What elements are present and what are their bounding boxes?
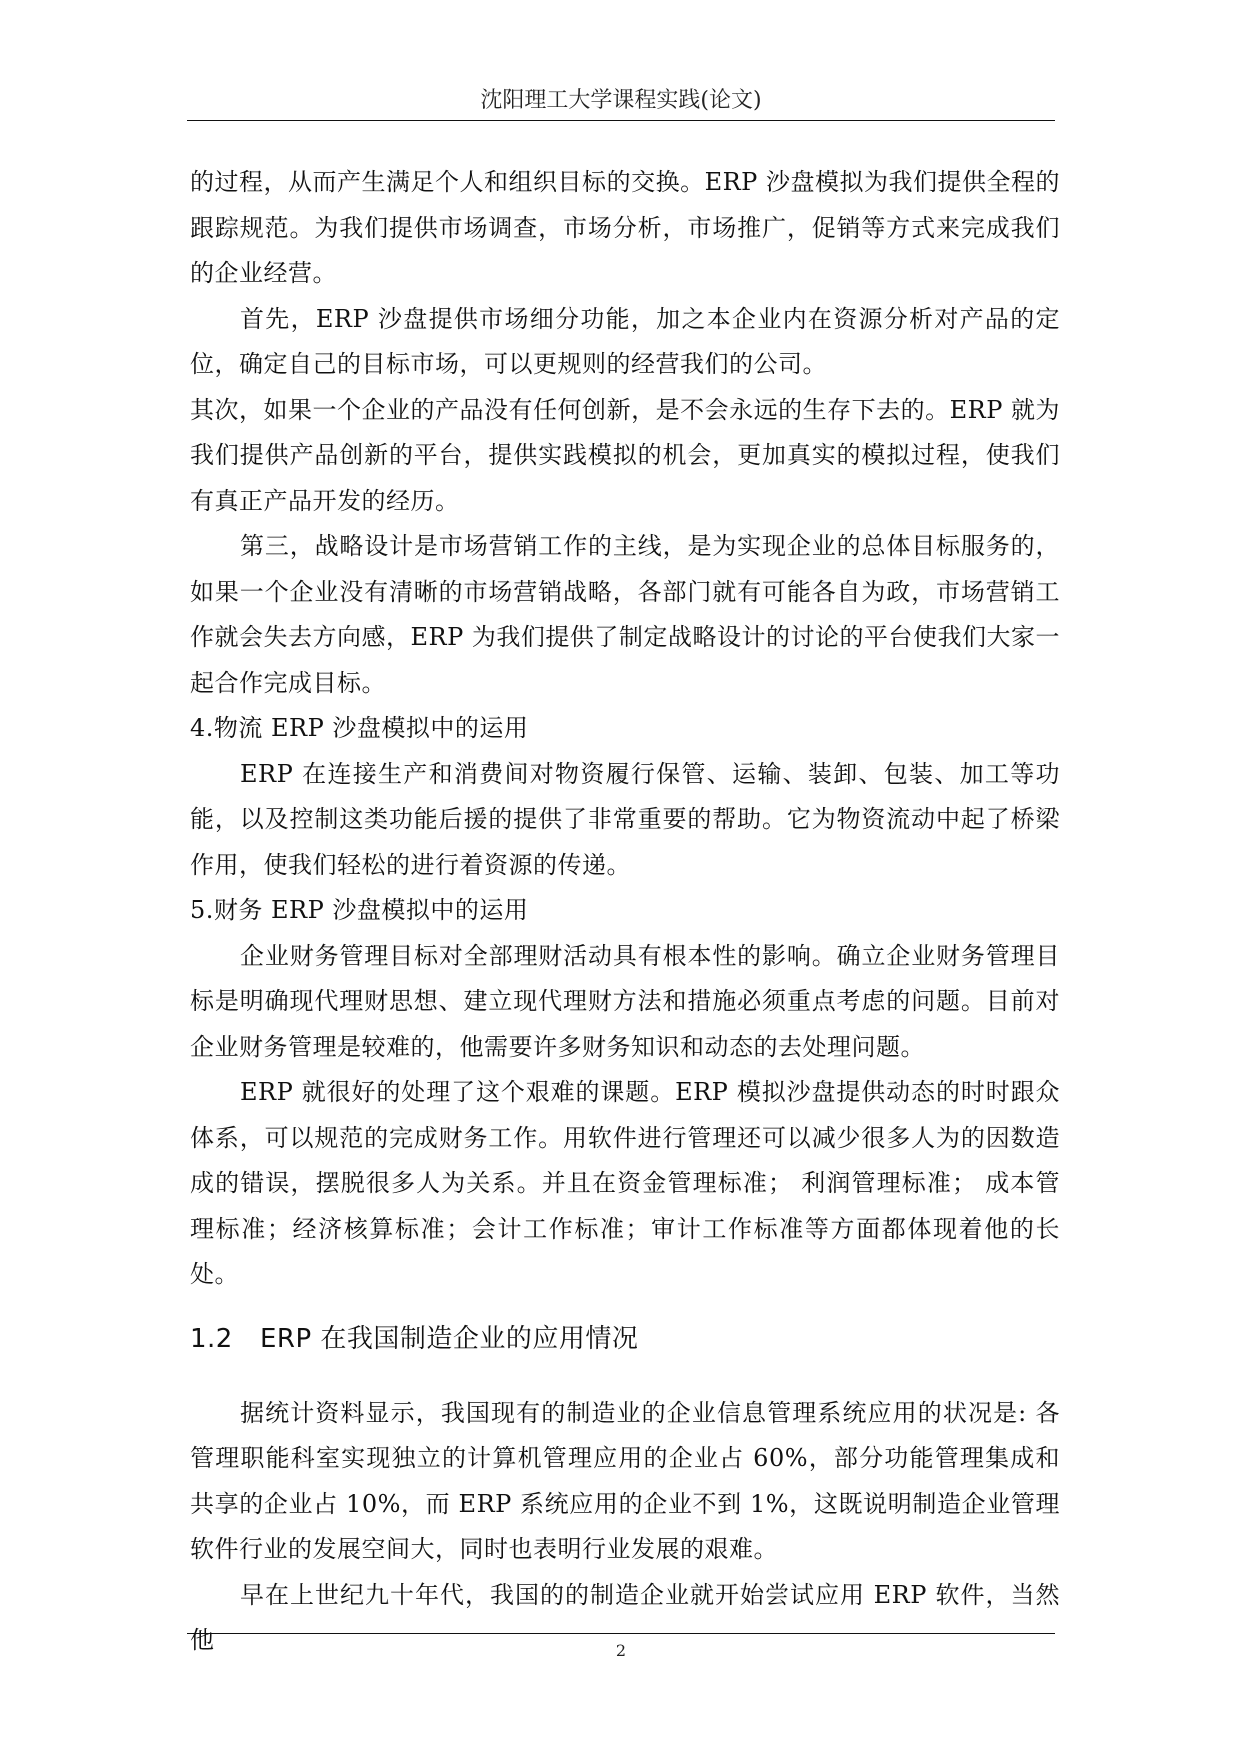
- running-header: 沈阳理工大学课程实践(论文): [480, 88, 762, 113]
- paragraph: 的过程，从而产生满足个人和组织目标的交换。ERP 沙盘模拟为我们提供全程的跟踪规范。为我们提供市场调查，市场分析，市场推广，促销等方式来完成我们的企业经营。: [190, 168, 1060, 287]
- paragraph: 首先，ERP 沙盘提供市场细分功能，加之本企业内在资源分析对产品的定位，确定自己的目标市场，可以更规则的经营我们的公司。: [190, 304, 1060, 378]
- paragraph: 其次，如果一个企业的产品没有任何创新，是不会永远的生存下去的。ERP 就为我们提供产品创新的平台，提供实践模拟的机会，更加真实的模拟过程，使我们有真正产品开发的经历。: [190, 395, 1060, 515]
- paragraph: 第三，战略设计是市场营销工作的主线，是为实现企业的总体目标服务的，如果一个企业没有清晰的市场营销战略，各部门就有可能各自为政，市场营销工作就会失去方向感，ERP 为我们提供了制定战略设计的讨论的平台使我们大家一起合作完成目标。: [190, 532, 1060, 697]
- section-title-text: ERP 在我国制造企业的应用情况: [260, 1323, 639, 1354]
- paragraph: 企业财务管理目标对全部理财活动具有根本性的影响。确立企业财务管理目标是明确现代理财思想、建立现代理财方法和措施必须重点考虑的问题。目前对企业财务管理是较难的，他需要许多财务知识和动态的去处理问题。: [190, 941, 1060, 1061]
- paragraph: 据统计资料显示，我国现有的制造业的企业信息管理系统应用的状况是: 各管理职能科室实现独立的计算机管理应用的企业占 60%，部分功能管理集成和共享的企业占 10%，而 ERP 系统应用的企业不到 1%，这既说明制造企业管理软件行业的发展空间大，同时也表明行业发展的艰难。: [190, 1398, 1060, 1563]
- body-text: [190, 160, 1060, 1664]
- page-number: 2: [615, 1641, 627, 1660]
- paragraph: ERP 在连接生产和消费间对物资履行保管、运输、装卸、包装、加工等功能，以及控制这类功能后援的提供了非常重要的帮助。它为物资流动中起了桥梁作用，使我们轻松的进行着资源的传递。: [190, 759, 1060, 879]
- paragraph: ERP 就很好的处理了这个艰难的课题。ERP 模拟沙盘提供动态的时时跟众体系，可以规范的完成财务工作。用软件进行管理还可以减少很多人为的因数造成的错误，摆脱很多人为关系。并且在资金管理标准； 利润管理标准； 成本管理标准；经济核算标准；会计工作标准；审计工作标准等方面都体现着他的长处。: [190, 1078, 1060, 1288]
- subheading: 4.物流 ERP 沙盘模拟中的运用: [190, 714, 529, 742]
- section-heading: [190, 1322, 1060, 1356]
- footer-divider: [187, 1633, 1055, 1634]
- subheading: 5.财务 ERP 沙盘模拟中的运用: [190, 896, 529, 924]
- section-number: 1.2: [190, 1323, 233, 1354]
- paragraph: 早在上世纪九十年代，我国的的制造企业就开始尝试应用 ERP 软件，当然他: [190, 1580, 1060, 1654]
- header-divider: [187, 120, 1055, 121]
